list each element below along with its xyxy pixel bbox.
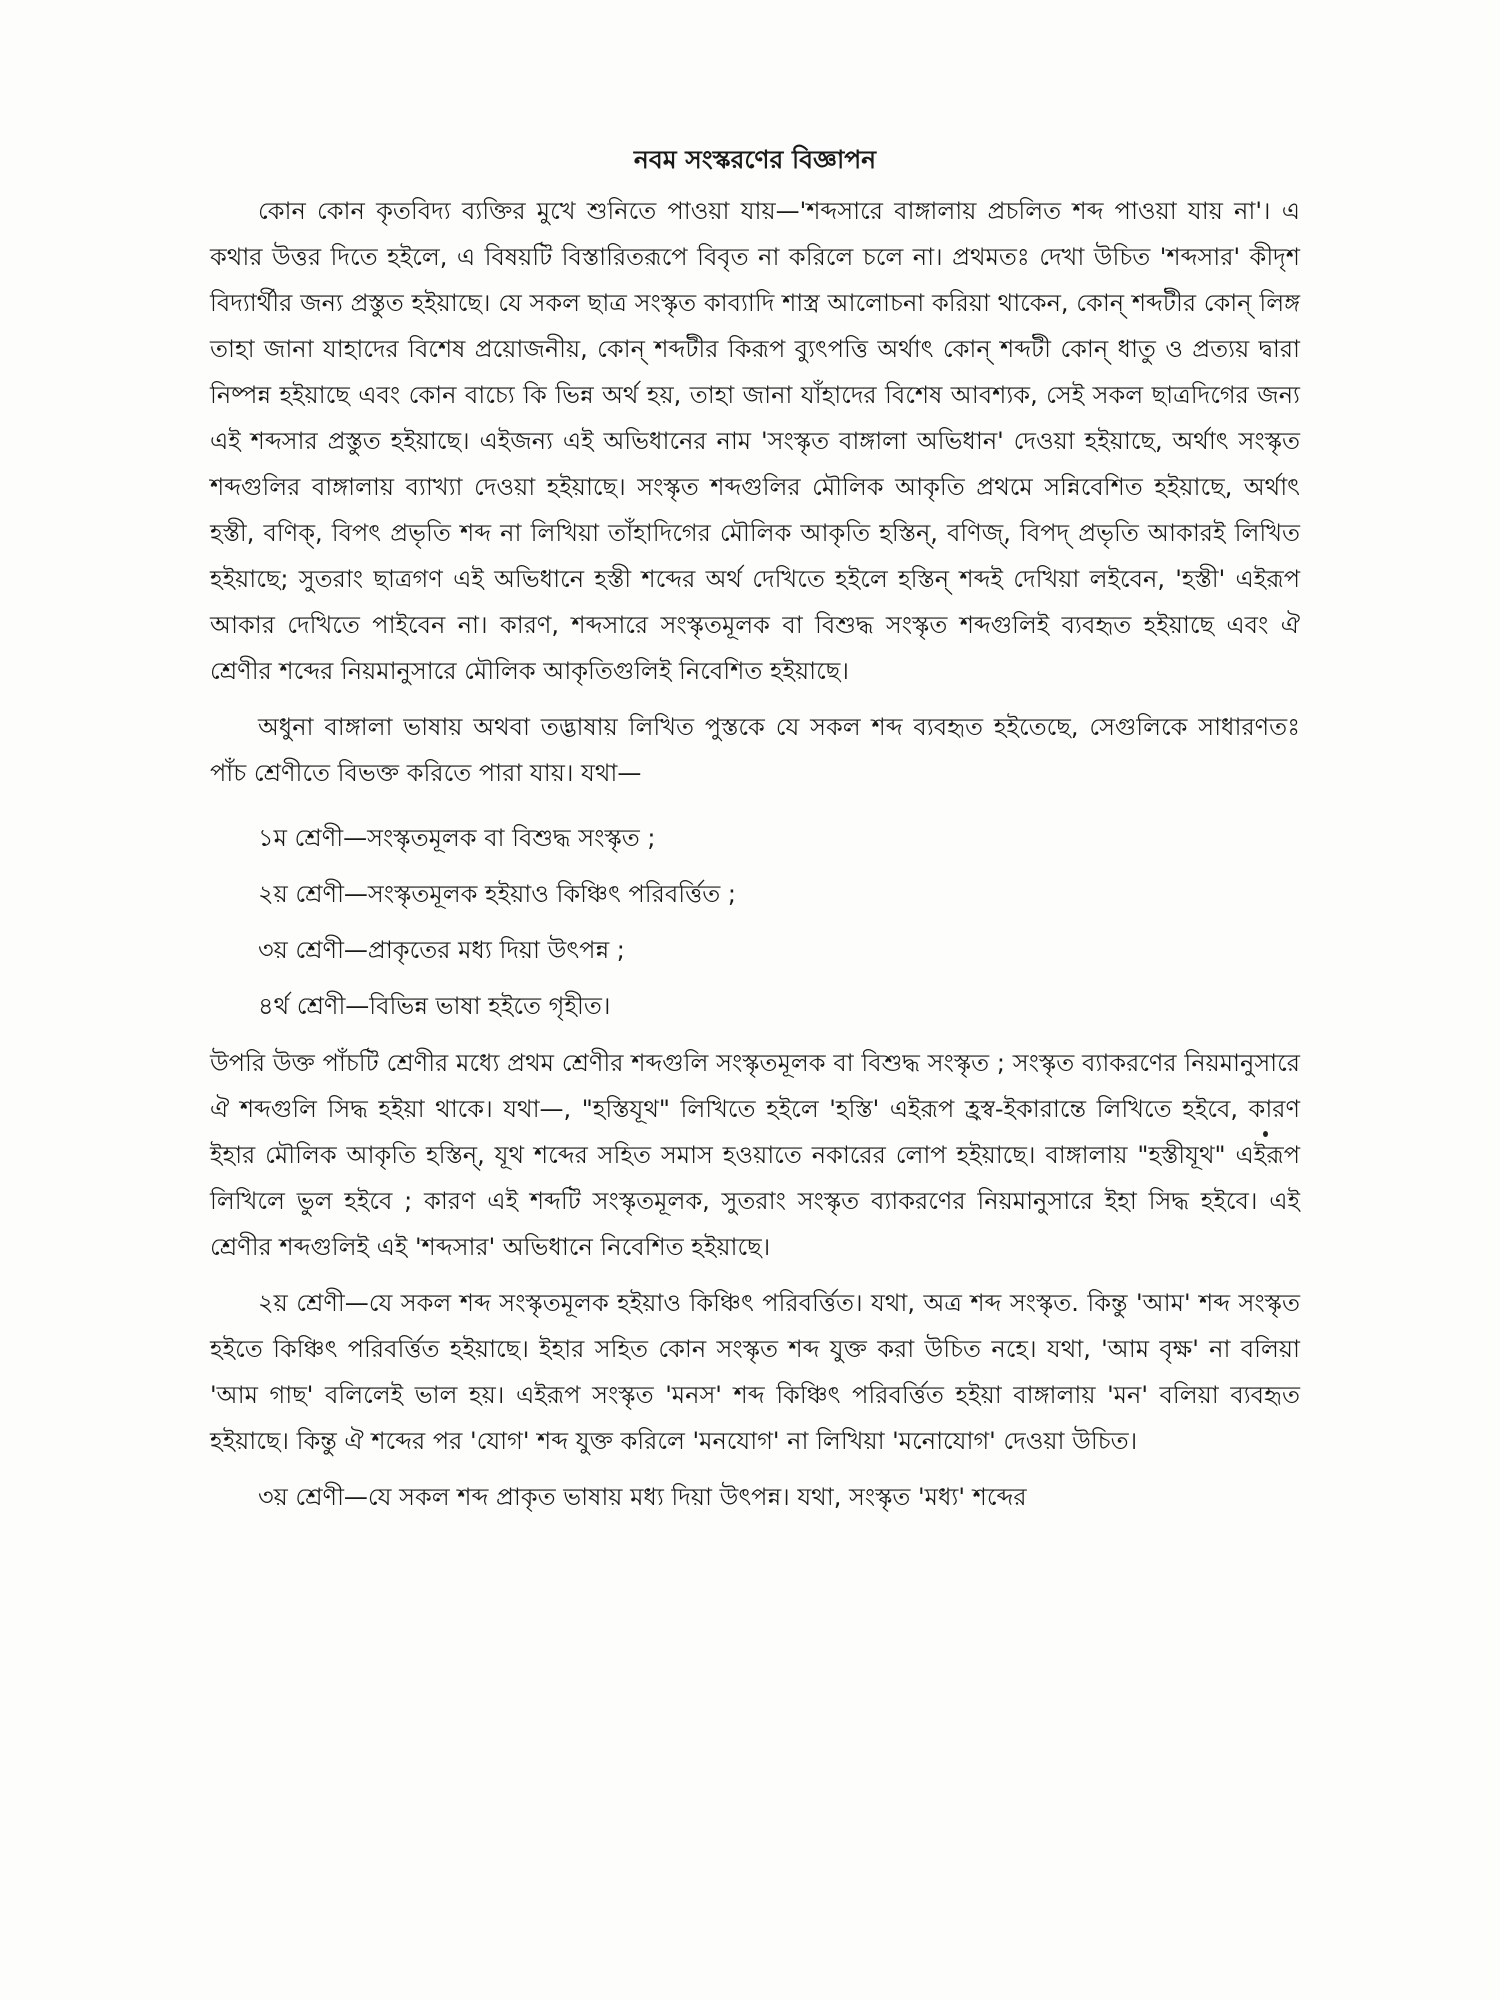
category-item: ২য় শ্রেণী—সংস্কৃতমূলক হইয়াও কিঞ্চিৎ পরিবর্ত্তিত ; (258, 880, 736, 908)
category-list (210, 810, 1300, 1034)
paragraph-third-category: ৩য় শ্রেণী—যে সকল শব্দ প্রাকৃত ভাষায় মধ্য দিয়া উৎপন্ন। যথা, সংস্কৃত 'মধ্য' শব্দের (258, 1483, 1027, 1511)
page-title: নবম সংস্করণের বিজ্ঞাপন (633, 145, 877, 174)
category-item: ৪র্থ শ্রেণী—বিভিন্ন ভাষা হইতে গৃহীত। (258, 992, 611, 1020)
paragraph-intro: কোন কোন কৃতবিদ্য ব্যক্তির মুখে শুনিতে পাওয়া যায়—'শব্দসারে বাঙ্গালায় প্রচলিত শব্দ পাওয়া যায় না'। এ কথার উত্তর দিতে হইলে, এ বিষয়টি বিস্তারিতরূপে বিবৃত না করিলে চলে না। প্রথমতঃ দেখা উচিত 'শব্দসার' কীদৃশ বিদ্যার্থীর জন্য প্রস্তুত হইয়াছে। যে সকল ছাত্র সংস্কৃত কাব্যাদি শাস্ত্র আলোচনা করিয়া থাকেন, কোন্ শব্দটীর কোন্ লিঙ্গ তাহা জানা যাহাদের বিশেষ প্রয়োজনীয়, কোন্ শব্দটীর কিরূপ ব্যুৎপত্তি অর্থাৎ কোন্ শব্দটী কোন্ ধাতু ও প্রত্যয় দ্বারা নিষ্পন্ন হইয়াছে এবং কোন বাচ্যে কি ভিন্ন অর্থ হয়, তাহা জানা যাঁহাদের বিশেষ আবশ্যক, সেই সকল ছাত্রদিগের জন্য এই শব্দসার প্রস্তুত হইয়াছে। এইজন্য এই অভিধানের নাম 'সংস্কৃত বাঙ্গালা অভিধান' দেওয়া হইয়াছে, অর্থাৎ সংস্কৃত শব্দগুলির বাঙ্গালায় ব্যাখ্যা দেওয়া হইয়াছে। সংস্কৃত শব্দগুলির মৌলিক আকৃতি প্রথমে সন্নিবেশিত হইয়াছে, অর্থাৎ হস্তী, বণিক্, বিপৎ প্রভৃতি শব্দ না লিখিয়া তাঁহাদিগের মৌলিক আকৃতি হস্তিন্, বণিজ্, বিপদ্ প্রভৃতি আকারই লিখিত হইয়াছে; সুতরাং ছাত্রগণ এই অভিধানে হস্তী শব্দের অর্থ দেখিতে হইলে হস্তিন্ শব্দই দেখিয়া লইবেন, 'হস্তী' এইরূপ আকার দেখিতে পাইবেন না। কারণ, শব্দসারে সংস্কৃতমূলক বা বিশুদ্ধ সংস্কৃত শব্দগুলিই ব্যবহৃত হইয়াছে এবং ঐ শ্রেণীর শব্দের নিয়মানুসারে মৌলিক আকৃতিগুলিই নিবেশিত হইয়াছে। (210, 197, 1300, 685)
scan-speck (1263, 1131, 1268, 1137)
category-item: ৩য় শ্রেণী—প্রাকৃতের মধ্য দিয়া উৎপন্ন ; (258, 936, 625, 964)
paragraph-first-category: উপরি উক্ত পাঁচটি শ্রেণীর মধ্যে প্রথম শ্রেণীর শব্দগুলি সংস্কৃতমূলক বা বিশুদ্ধ সংস্কৃত ; সংস্কৃত ব্যাকরণের নিয়মানুসারে ঐ শব্দগুলি সিদ্ধ হইয়া থাকে। যথা—, "হস্তিযূথ" লিখিতে হইলে 'হস্তি' এইরূপ হ্রস্ব-ইকারান্তে লিখিতে হইবে, কারণ ইহার মৌলিক আকৃতি হস্তিন্, যূথ শব্দের সহিত সমাস হওয়াতে নকারের লোপ হইয়াছে। বাঙ্গালায় "হস্তীযূথ" এইরূপ লিখিলে ভুল হইবে ; কারণ এই শব্দটি সংস্কৃতমূলক, সুতরাং সংস্কৃত ব্যাকরণের নিয়মানুসারে ইহা সিদ্ধ হইবে। এই শ্রেণীর শব্দগুলিই এই 'শব্দসার' অভিধানে নিবেশিত হইয়াছে। (210, 1049, 1300, 1261)
paragraph-classification: অধুনা বাঙ্গালা ভাষায় অথবা তদ্ভাষায় লিখিত পুস্তকে যে সকল শব্দ ব্যবহৃত হইতেছে, সেগুলিকে সাধারণতঃ পাঁচ শ্রেণীতে বিভক্ত করিতে পারা যায়। যথা— (210, 713, 1300, 787)
paragraph-second-category: ২য় শ্রেণী—যে সকল শব্দ সংস্কৃতমূলক হইয়াও কিঞ্চিৎ পরিবর্ত্তিত। যথা, অত্র শব্দ সংস্কৃত. কিন্তু 'আম' শব্দ সংস্কৃত হইতে কিঞ্চিৎ পরিবর্ত্তিত হইয়াছে। ইহার সহিত কোন সংস্কৃত শব্দ যুক্ত করা উচিত নহে। যথা, 'আম বৃক্ষ' না বলিয়া 'আম গাছ' বলিলেই ভাল হয়। এইরূপ সংস্কৃত 'মনস' শব্দ কিঞ্চিৎ পরিবর্ত্তিত হইয়া বাঙ্গালায় 'মন' বলিয়া ব্যবহৃত হইয়াছে। কিন্তু ঐ শব্দের পর 'যোগ' শব্দ যুক্ত করিলে 'মনযোগ' না লিখিয়া 'মনোযোগ' দেওয়া উচিত। (210, 1289, 1300, 1455)
category-item: ১ম শ্রেণী—সংস্কৃতমূলক বা বিশুদ্ধ সংস্কৃত ; (258, 824, 656, 852)
page-content (210, 140, 1300, 1520)
